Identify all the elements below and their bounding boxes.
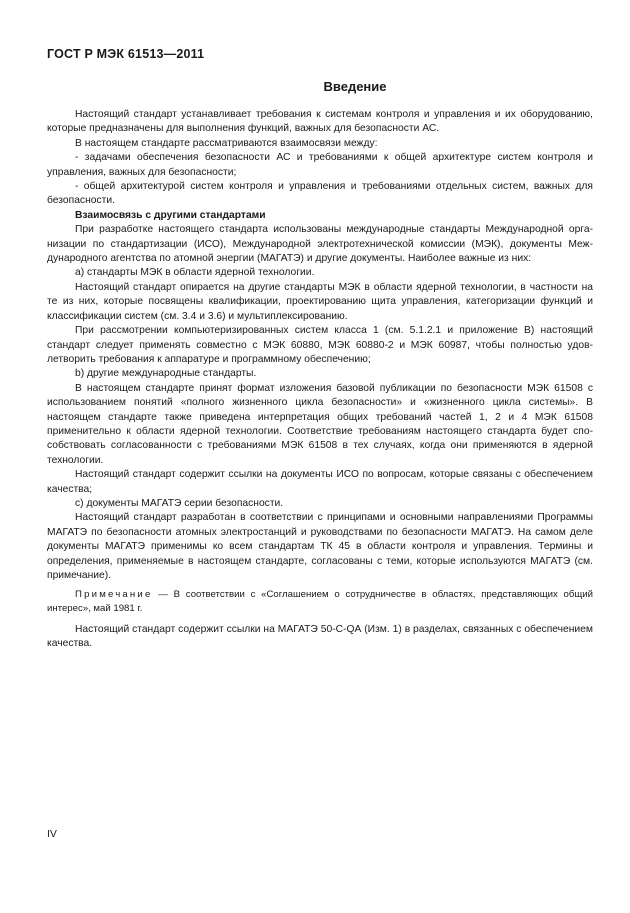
document-header: ГОСТ Р МЭК 61513—2011	[47, 47, 205, 61]
list-item: c) документы МАГАТЭ серии безопасности.	[75, 497, 284, 509]
list-item: - общей архитектурой систем контроля и управления и требованиями отдельных систем, важных для безопасности.	[47, 181, 593, 207]
paragraph: В настоящем стандарте рассматриваются взаимосвязи между:	[75, 137, 378, 149]
subsection-heading: Взаимосвязь с другими стандартами	[75, 209, 266, 221]
note-label: Примечание	[75, 589, 153, 601]
list-item: a) стандарты МЭК в области ядерной технологии.	[75, 267, 315, 279]
paragraph: Настоящий стандарт содержит ссылки на документы ИСО по вопросам, которые связаны с обеспечением качества;	[47, 469, 593, 495]
paragraph: Настоящий стандарт устанавливает требования к системам контроля и управления и их оборудованию, которые предназначены для выполнения функций, важных для безопасности АС.	[47, 109, 593, 135]
note-text: — В соответствии с «Соглашением о сотрудничестве в областях, представляющих общий интерес», май 1981 г.	[47, 589, 593, 614]
document-body	[47, 108, 593, 651]
note	[47, 588, 593, 615]
list-item: - задачами обеспечения безопасности АС и требованиями к общей архитектуре систем контроля и управления, важных для безопасности;	[47, 152, 593, 178]
paragraph: Настоящий стандарт содержит ссылки на МАГАТЭ 50-С-QА (Изм. 1) в разделах, связанных с обеспечением качества.	[47, 623, 593, 649]
paragraph: При разработке настоящего стандарта использованы международные стандарты Международной организации по стандартизации (ИСО), Международной электротехнической комиссии (МЭК), документы Международного агентства по атомной энергии (МАГАТЭ) и другие документы. Наиболее важные из них:	[47, 224, 593, 265]
paragraph: В настоящем стандарте принят формат изложения базовой публикации по безопасности МЭК 61508 с использованием понятий «полного жизненного цикла безопасности» и «жизненного цикла системы». В настоящем стандарте также приведена интерпретация общих требований частей 1, 2 и 4 МЭК 61508 применительно к области ядерной технологии. Соответствие требованиям настоящего стандарта будет способствовать согласованности с требованиями МЭК 61508 в тех случаях, когда они применяются в ядерной технологии.	[47, 382, 593, 466]
section-title: Введение	[323, 79, 387, 94]
page-number: IV	[47, 828, 57, 840]
paragraph: Настоящий стандарт разработан в соответствии с принципами и основными направлениями Программы МАГАТЭ по безопасности атомных электростанций и руководствами по безопасности МАГАТЭ. На самом деле документы МАГАТЭ применимы ко всем стандартам ТК 45 в области контроля и управления. Термины и определения, применяемые в настоящем стандарте, согласованы с теми, которые используются МАГАТЭ (см. примечание).	[47, 512, 593, 581]
list-item: b) другие международные стандарты.	[75, 368, 257, 380]
paragraph: Настоящий стандарт опирается на другие стандарты МЭК в области ядерной технологии, в частности на те из них, которые посвящены квалификации, проектированию щита управления, категоризации функций и классификации систем (см. 3.4 и 3.6) и мультиплексированию.	[47, 281, 593, 322]
paragraph: При рассмотрении компьютеризированных систем класса 1 (см. 5.1.2.1 и приложение В) настоящий стандарт следует применять совместно с МЭК 60880, МЭК 60880-2 и МЭК 60987, чтобы полностью удовлетворить требования к аппаратуре и программному обеспечению;	[47, 325, 593, 365]
